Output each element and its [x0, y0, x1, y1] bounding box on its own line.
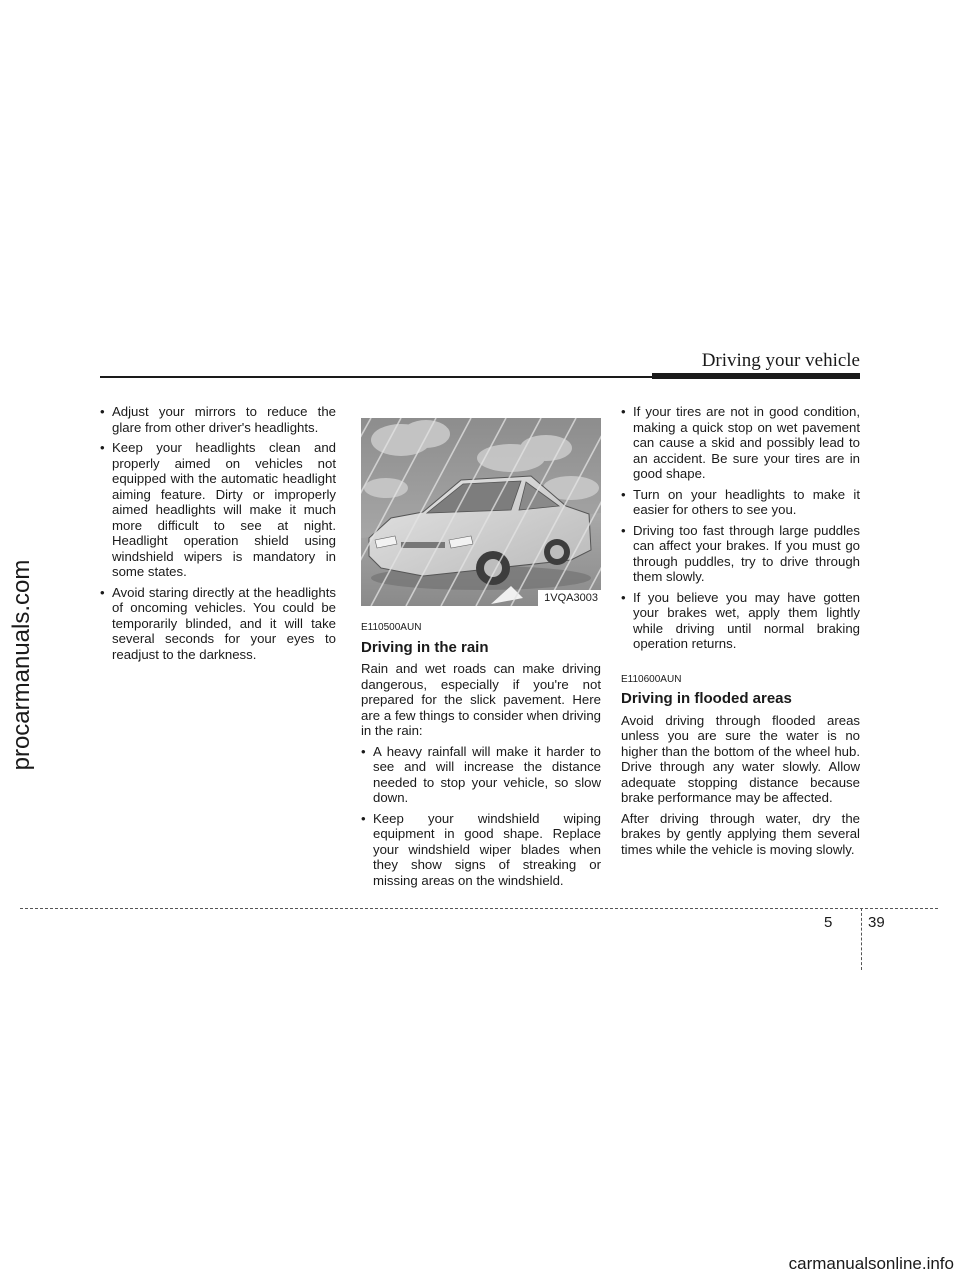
- column-3: [621, 404, 860, 862]
- section-heading: Driving in flooded areas: [621, 690, 792, 707]
- bottom-watermark: carmanualsonline.info: [788, 1254, 954, 1273]
- footer-divider: [861, 908, 862, 970]
- side-watermark: [2, 540, 42, 790]
- figure-code: 1VQA3003: [538, 590, 601, 607]
- list-item: • Adjust your mirrors to reduce the glare from other driver's headlights.: [100, 404, 336, 435]
- rain-driving-illustration: [361, 418, 601, 606]
- car-in-rain-image: [361, 418, 601, 606]
- list-item: • Keep your windshield wiping equipment in good shape. Replace your windshield wiper blades when they show signs of streaking or missing areas on the windshield.: [361, 811, 601, 889]
- list-item: • Driving too fast through large puddles can affect your brakes. If you must go through puddles, try to drive through them slowly.: [621, 523, 860, 585]
- column-2: [361, 418, 601, 893]
- footer-rule: [20, 908, 938, 909]
- paragraph: Avoid driving through flooded areas unless you are sure the water is no higher than the bottom of the wheel hub. Drive through any water slowly. Allow adequate stopping distance because brake performance may be affected.: [621, 712, 860, 805]
- bullet-list: [361, 744, 601, 889]
- list-item: • Turn on your headlights to make it easier for others to see you.: [621, 487, 860, 518]
- list-item: • If your tires are not in good condition, making a quick stop on wet pavement can cause a skid and possibly lead to an accident. Be sure your tires are in good shape.: [621, 404, 860, 482]
- section-heading: Driving in the rain: [361, 638, 489, 656]
- header-rule-accent: [652, 373, 860, 379]
- section-code: E110600AUN: [621, 673, 682, 685]
- list-item: • Keep your headlights clean and properly aimed on vehicles not equipped with the automatic headlight aiming feature. Dirty or improperly aimed headlights will make it much more difficult to see at night. Headlight operation shield using windshield wipers is mandatory in some states.: [100, 440, 336, 580]
- list-item: • Avoid staring directly at the headlights of oncoming vehicles. You could be temporarily blinded, and it will take several seconds for your eyes to readjust to the darkness.: [100, 585, 336, 663]
- bullet-list: [100, 404, 336, 662]
- list-item: • If you believe you may have gotten your brakes wet, apply them lightly while driving until normal braking operation returns.: [621, 590, 860, 652]
- column-1: [100, 404, 336, 667]
- header-title: Driving your vehicle: [701, 350, 860, 371]
- page-number: 39: [868, 914, 885, 931]
- list-item: • A heavy rainfall will make it harder to see and will increase the distance needed to stop your vehicle, so slow down.: [361, 744, 601, 806]
- side-watermark-text: procarmanuals.com: [8, 559, 35, 771]
- paragraph: After driving through water, dry the brakes by gently applying them several times while the vehicle is moving slowly.: [621, 810, 860, 857]
- chapter-number: 5: [824, 914, 833, 931]
- bullet-list: [621, 404, 860, 652]
- section-code: E110500AUN: [361, 622, 422, 633]
- paragraph: Rain and wet roads can make driving dangerous, especially if you're not prepared for the slick pavement. Here are a few things to consider when driving in the rain:: [361, 661, 601, 738]
